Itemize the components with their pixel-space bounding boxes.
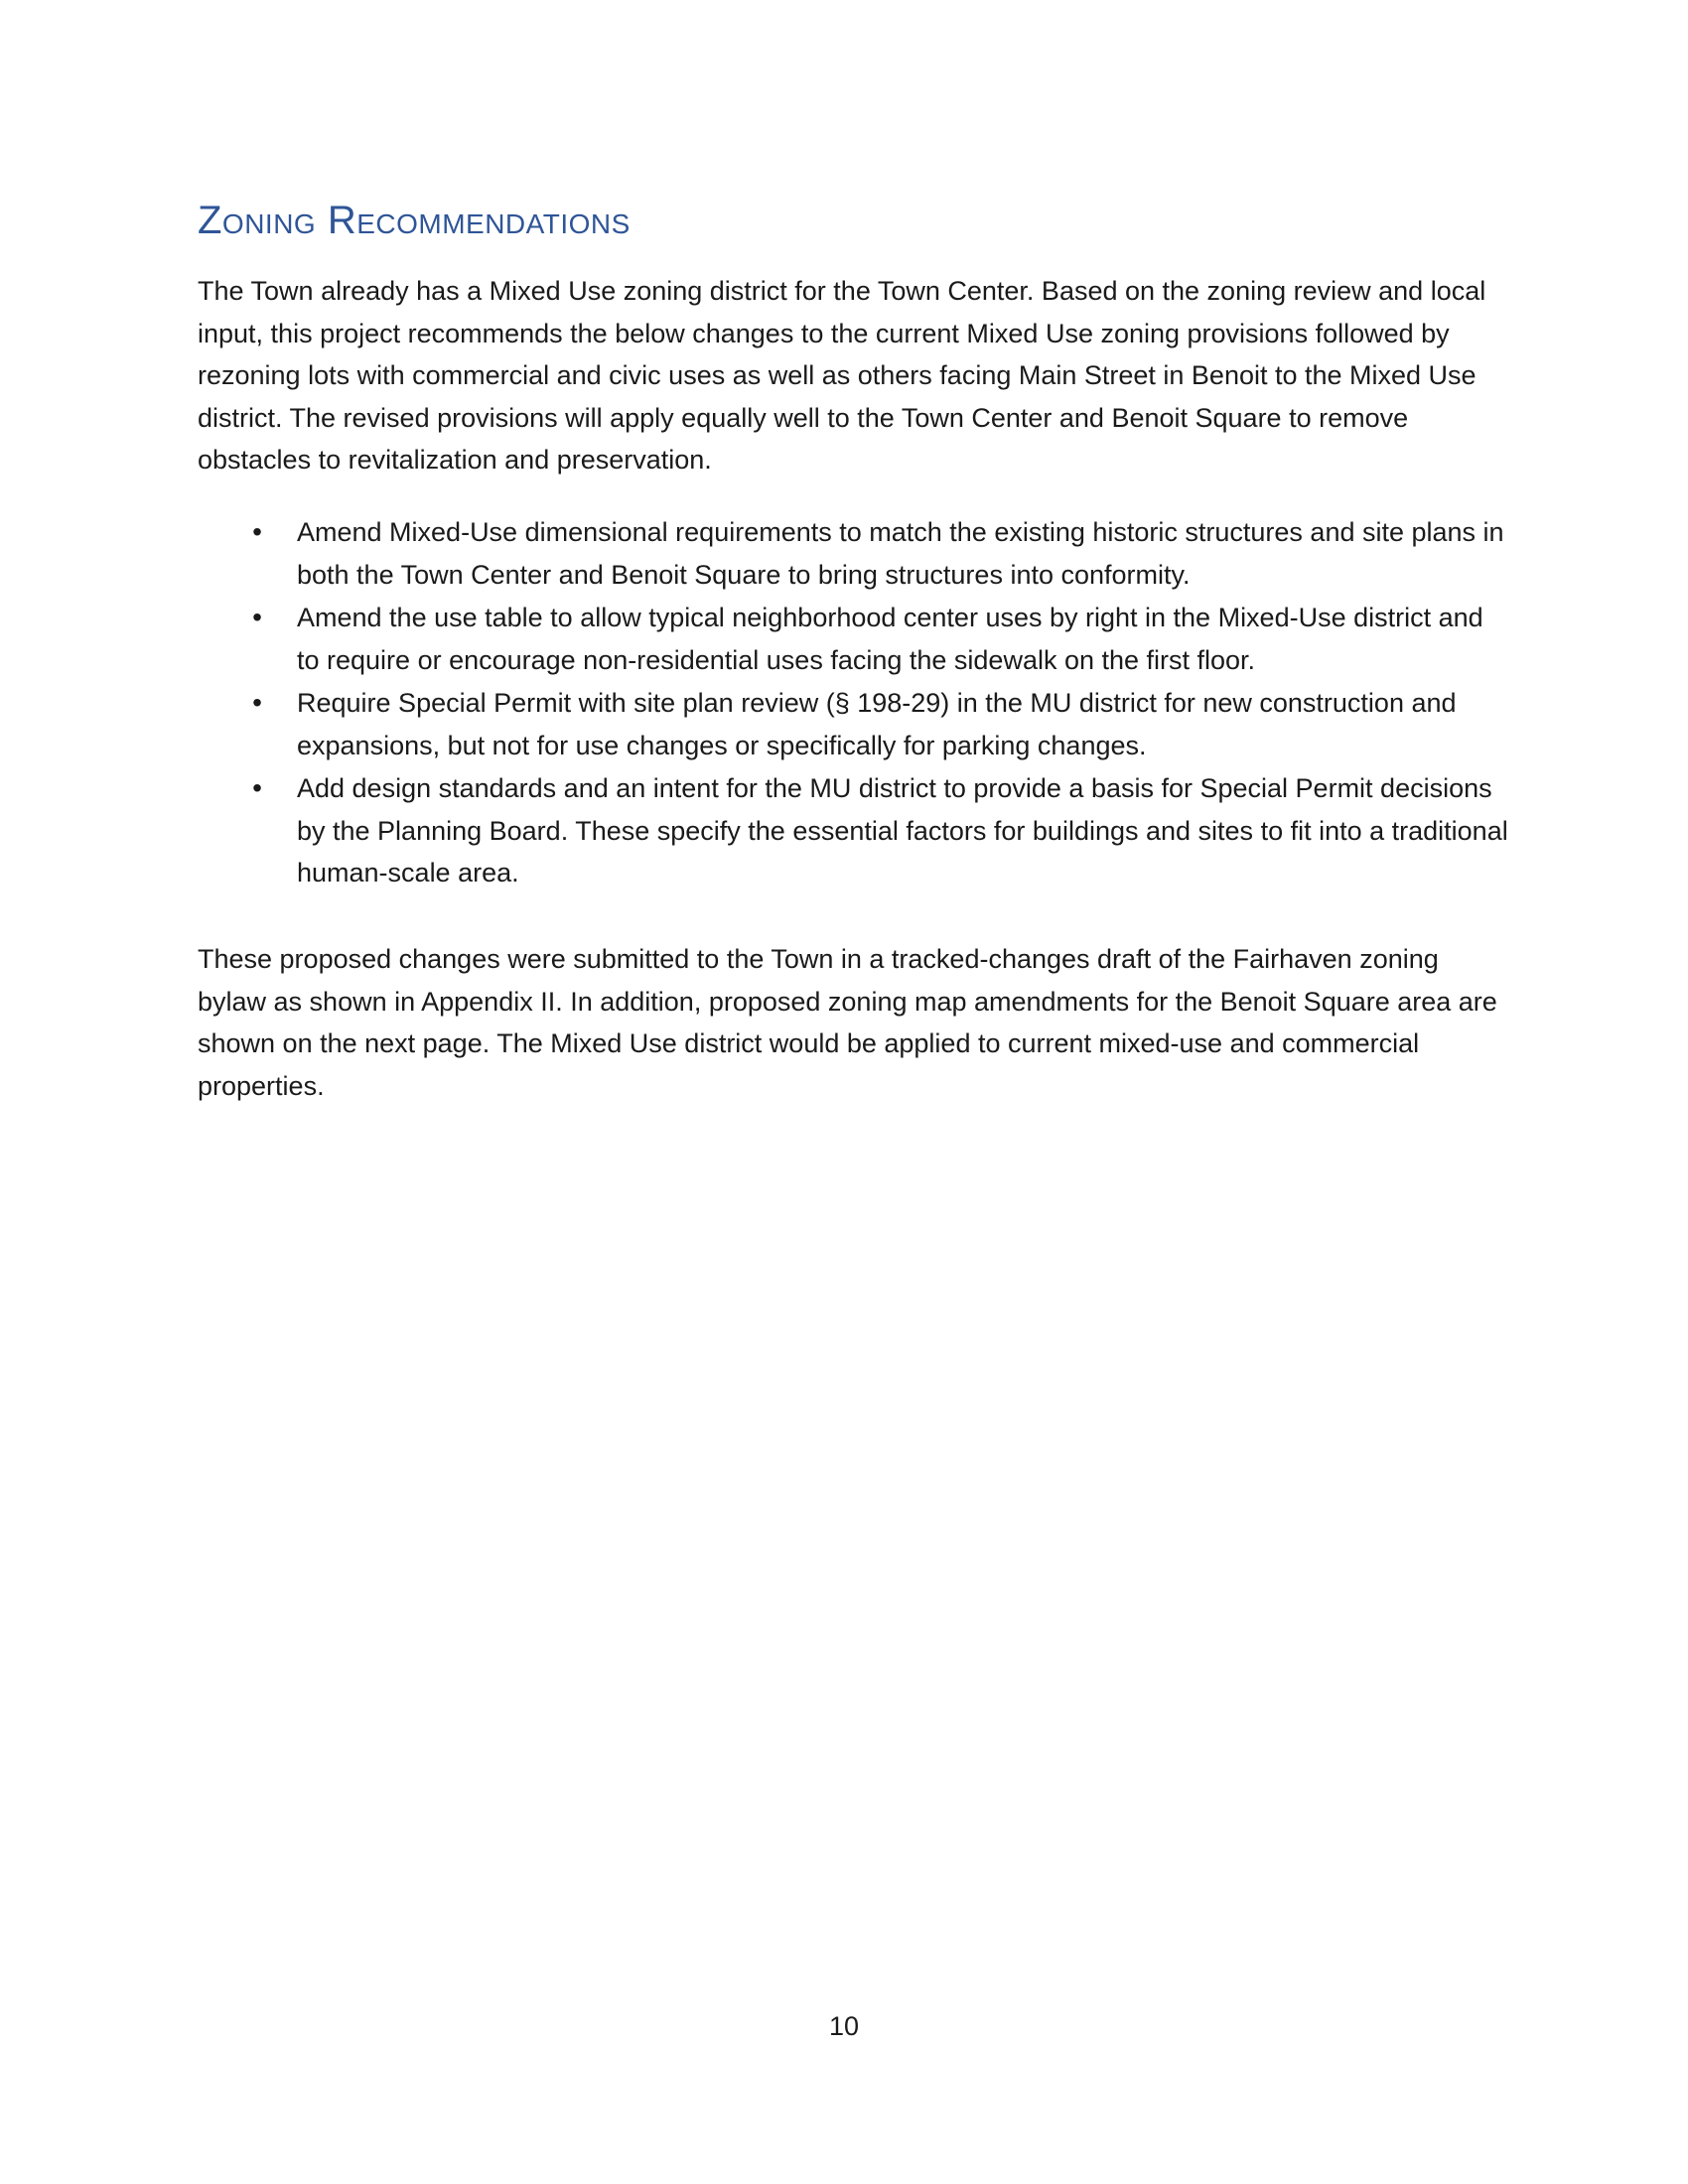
bullet-icon: • (252, 687, 262, 718)
list-item-text: Require Special Permit with site plan review (§ 198-29) in the MU district for new construction and expansions, but not for use changes or specifically for parking changes. (297, 688, 1457, 760)
closing-paragraph: These proposed changes were submitted to the Town in a tracked-changes draft of the Fairhaven zoning bylaw as shown in Appendix II. In addition, proposed zoning map amendments for the Benoit Square area are shown on the next page. The Mixed Use district would be applied to current mixed-use and commercial properties. (198, 944, 1497, 1101)
bullet-icon: • (252, 602, 262, 632)
bullet-icon: • (252, 516, 262, 547)
list-item-text: Amend the use table to allow typical neighborhood center uses by right in the Mixed-Use district and to require or encourage non-residential uses facing the sidewalk on the first floor. (297, 603, 1483, 675)
section-heading: Zoning Recommendations (198, 199, 631, 242)
list-item (198, 511, 1508, 596)
intro-paragraph: The Town already has a Mixed Use zoning district for the Town Center. Based on the zoning review and local input, this project recommends the below changes to the current Mixed Use zoning provisions followed by rezoning lots with commercial and civic uses as well as others facing Main Street in Benoit to the Mixed Use district. The revised provisions will apply equally well to the Town Center and Benoit Square to remove obstacles to revitalization and preservation. (198, 276, 1486, 475)
list-item (198, 767, 1508, 894)
recommendations-list (198, 511, 1508, 895)
list-item-text: Amend Mixed-Use dimensional requirements to match the existing historic structures and site plans in both the Town Center and Benoit Square to bring structures into conformity. (297, 517, 1504, 590)
bullet-icon: • (252, 772, 262, 803)
list-item-text: Add design standards and an intent for the MU district to provide a basis for Special Permit decisions by the Planning Board. These specify the essential factors for buildings and sites to fit into a traditional human-scale area. (297, 773, 1508, 887)
list-item (198, 682, 1508, 766)
page-number: 10 (828, 2011, 860, 2041)
list-item (198, 597, 1508, 681)
